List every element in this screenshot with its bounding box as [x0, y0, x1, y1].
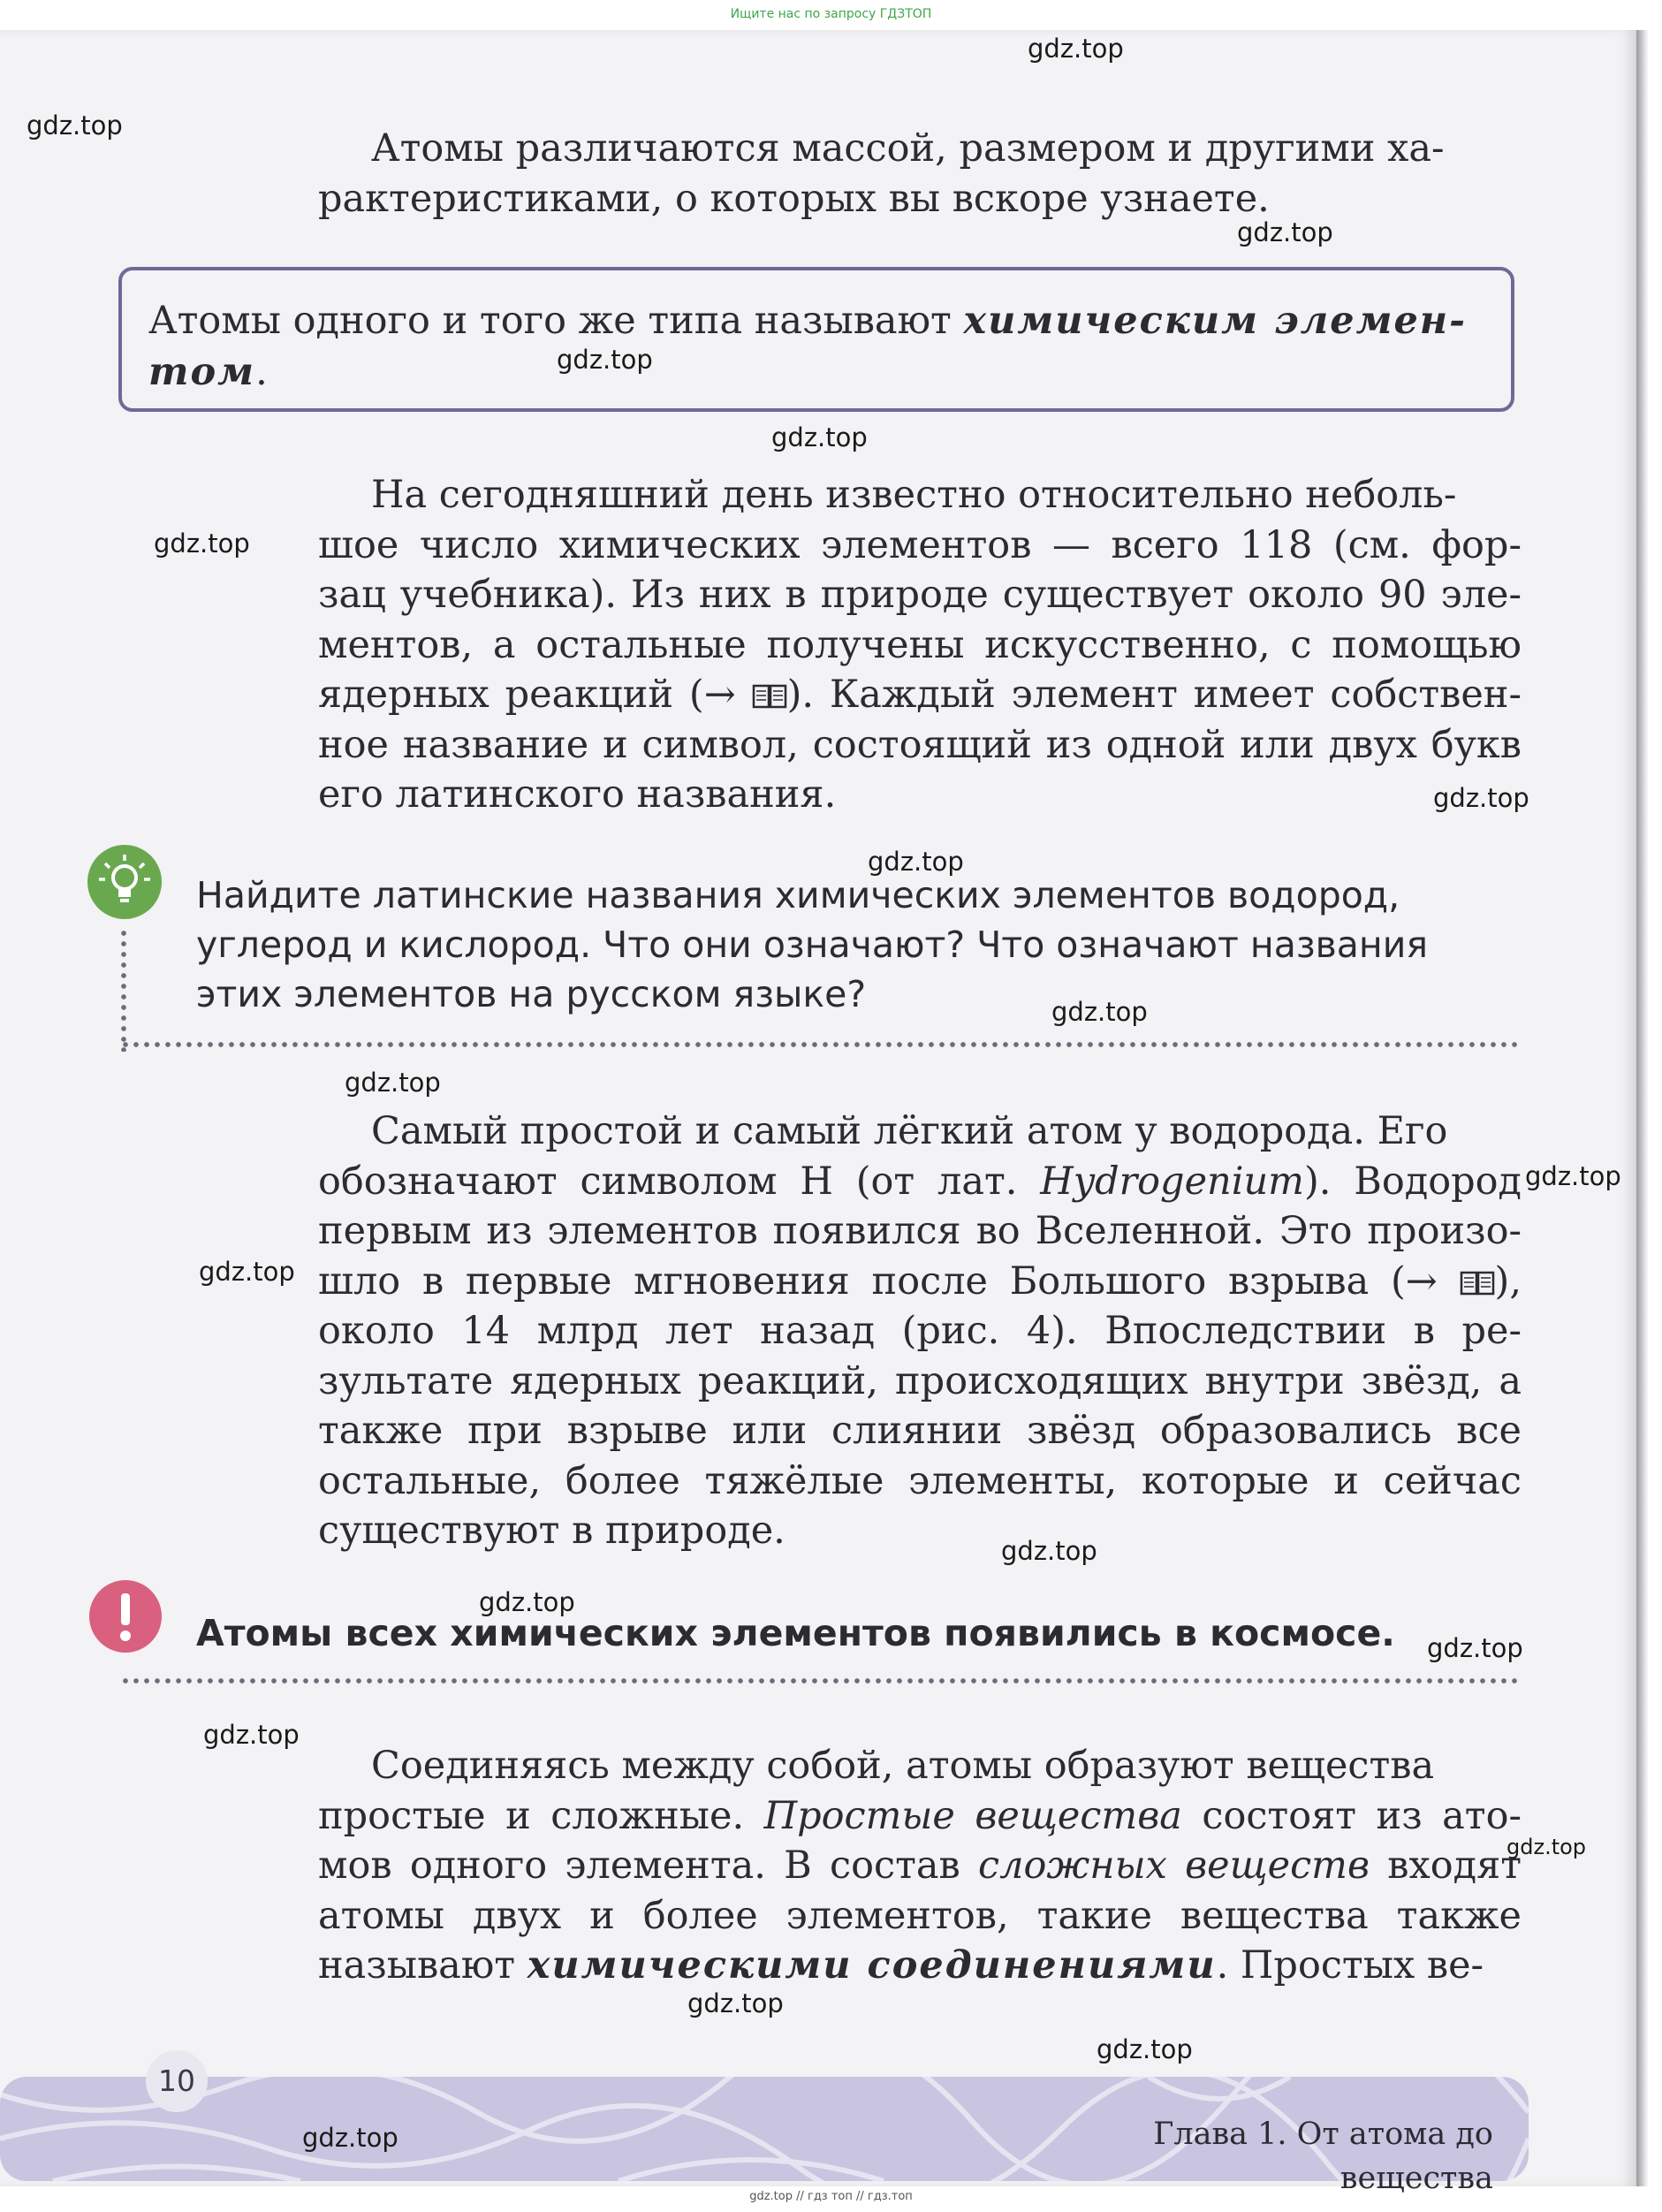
- watermark: gdz.top: [868, 847, 964, 877]
- paragraph-atoms-differ: Атомы различаются массой, размером и другими ха- рактеристиками, о которых вы вскоре узнаете.: [318, 126, 1445, 221]
- watermark: gdz.top: [1433, 783, 1529, 813]
- task-dotted-border-bottom: [120, 1041, 1520, 1048]
- paragraph-118-elements: На сегодняшний день известно относительно неболь- шое число химических элементов — всего 118 (см. фор- зац учебника). Из них в природе существует около 90 эле- ментов, а остальные получены искусственно, с помощью ядерных реакций (→ ). Каждый элемент имеет собствен- ное название и символ, состоящий из одной или двух букв его латинского названия.: [318, 473, 1522, 817]
- chapter-title: Глава 1. От атома до вещества: [1153, 2117, 1493, 2196]
- watermark: gdz.top: [345, 1068, 441, 1098]
- page-number: 10: [146, 2050, 208, 2112]
- task-question: Найдите латинские названия химических элементов водород, углерод и кислород. Что они означают? Что означают названия этих элементов на русском языке?: [196, 874, 1429, 1015]
- exclamation-icon: [88, 1579, 163, 1653]
- watermark: gdz.top: [302, 2123, 398, 2153]
- watermark: gdz.top: [154, 528, 250, 559]
- important-statement: Атомы всех химических элементов появились в космосе.: [196, 1612, 1395, 1654]
- lightbulb-icon: [87, 844, 163, 920]
- watermark: gdz.top: [1525, 1161, 1621, 1191]
- book-icon: [752, 683, 787, 710]
- watermark: gdz.top: [199, 1257, 295, 1287]
- page-edge: [1636, 30, 1649, 2186]
- watermark: gdz.top: [1506, 1835, 1587, 1859]
- term-chemical-element: химическим элемен-: [963, 299, 1468, 343]
- watermark: gdz.top: [1097, 2034, 1193, 2064]
- watermark: gdz.top: [687, 1988, 784, 2018]
- watermark: gdz.top: [1001, 1536, 1097, 1566]
- paragraph-hydrogen: Самый простой и самый лёгкий атом у водорода. Его обозначают символом H (от лат. Hydrogenium). Водород первым из элементов появился во Вселенной. Это произо- шло в первые мгновения после Большого взрыва (→ ), около 14 млрд лет назад (рис. 4). Впоследствии в ре- зультате ядерных реакций, происходящих внутри звёзд, а также при взрыве или слиянии звёзд образовались все остальные, более тяжёлые элементы, которые и сейчас существуют в природе.: [318, 1109, 1522, 1553]
- watermark: gdz.top: [479, 1587, 575, 1617]
- top-banner: Ищите нас по запросу ГДЗТОП: [730, 7, 932, 21]
- watermark: gdz.top: [771, 422, 868, 452]
- watermark: gdz.top: [557, 345, 653, 375]
- bottom-banner: gdz.top // гдз топ // гдз.топ: [749, 2190, 913, 2203]
- important-dotted-border: [120, 1677, 1520, 1684]
- paragraph-substances: Соединяясь между собой, атомы образуют вещества простые и сложные. Простые вещества состоят из ато- мов одного элемента. В состав сложных веществ входят атомы двух и более элементов, такие вещества также называют химическими соединениями. Простых ве-: [318, 1744, 1522, 1988]
- task-dotted-border-left: [120, 928, 127, 1052]
- watermark: gdz.top: [1237, 217, 1333, 247]
- definition-box: Атомы одного и того же типа называют химическим элемен- том.: [118, 267, 1514, 412]
- watermark: gdz.top: [1427, 1633, 1523, 1663]
- watermark: gdz.top: [203, 1720, 300, 1750]
- watermark: gdz.top: [27, 110, 123, 141]
- watermark: gdz.top: [1028, 34, 1124, 64]
- watermark: gdz.top: [1051, 997, 1148, 1027]
- book-icon: [1460, 1270, 1495, 1296]
